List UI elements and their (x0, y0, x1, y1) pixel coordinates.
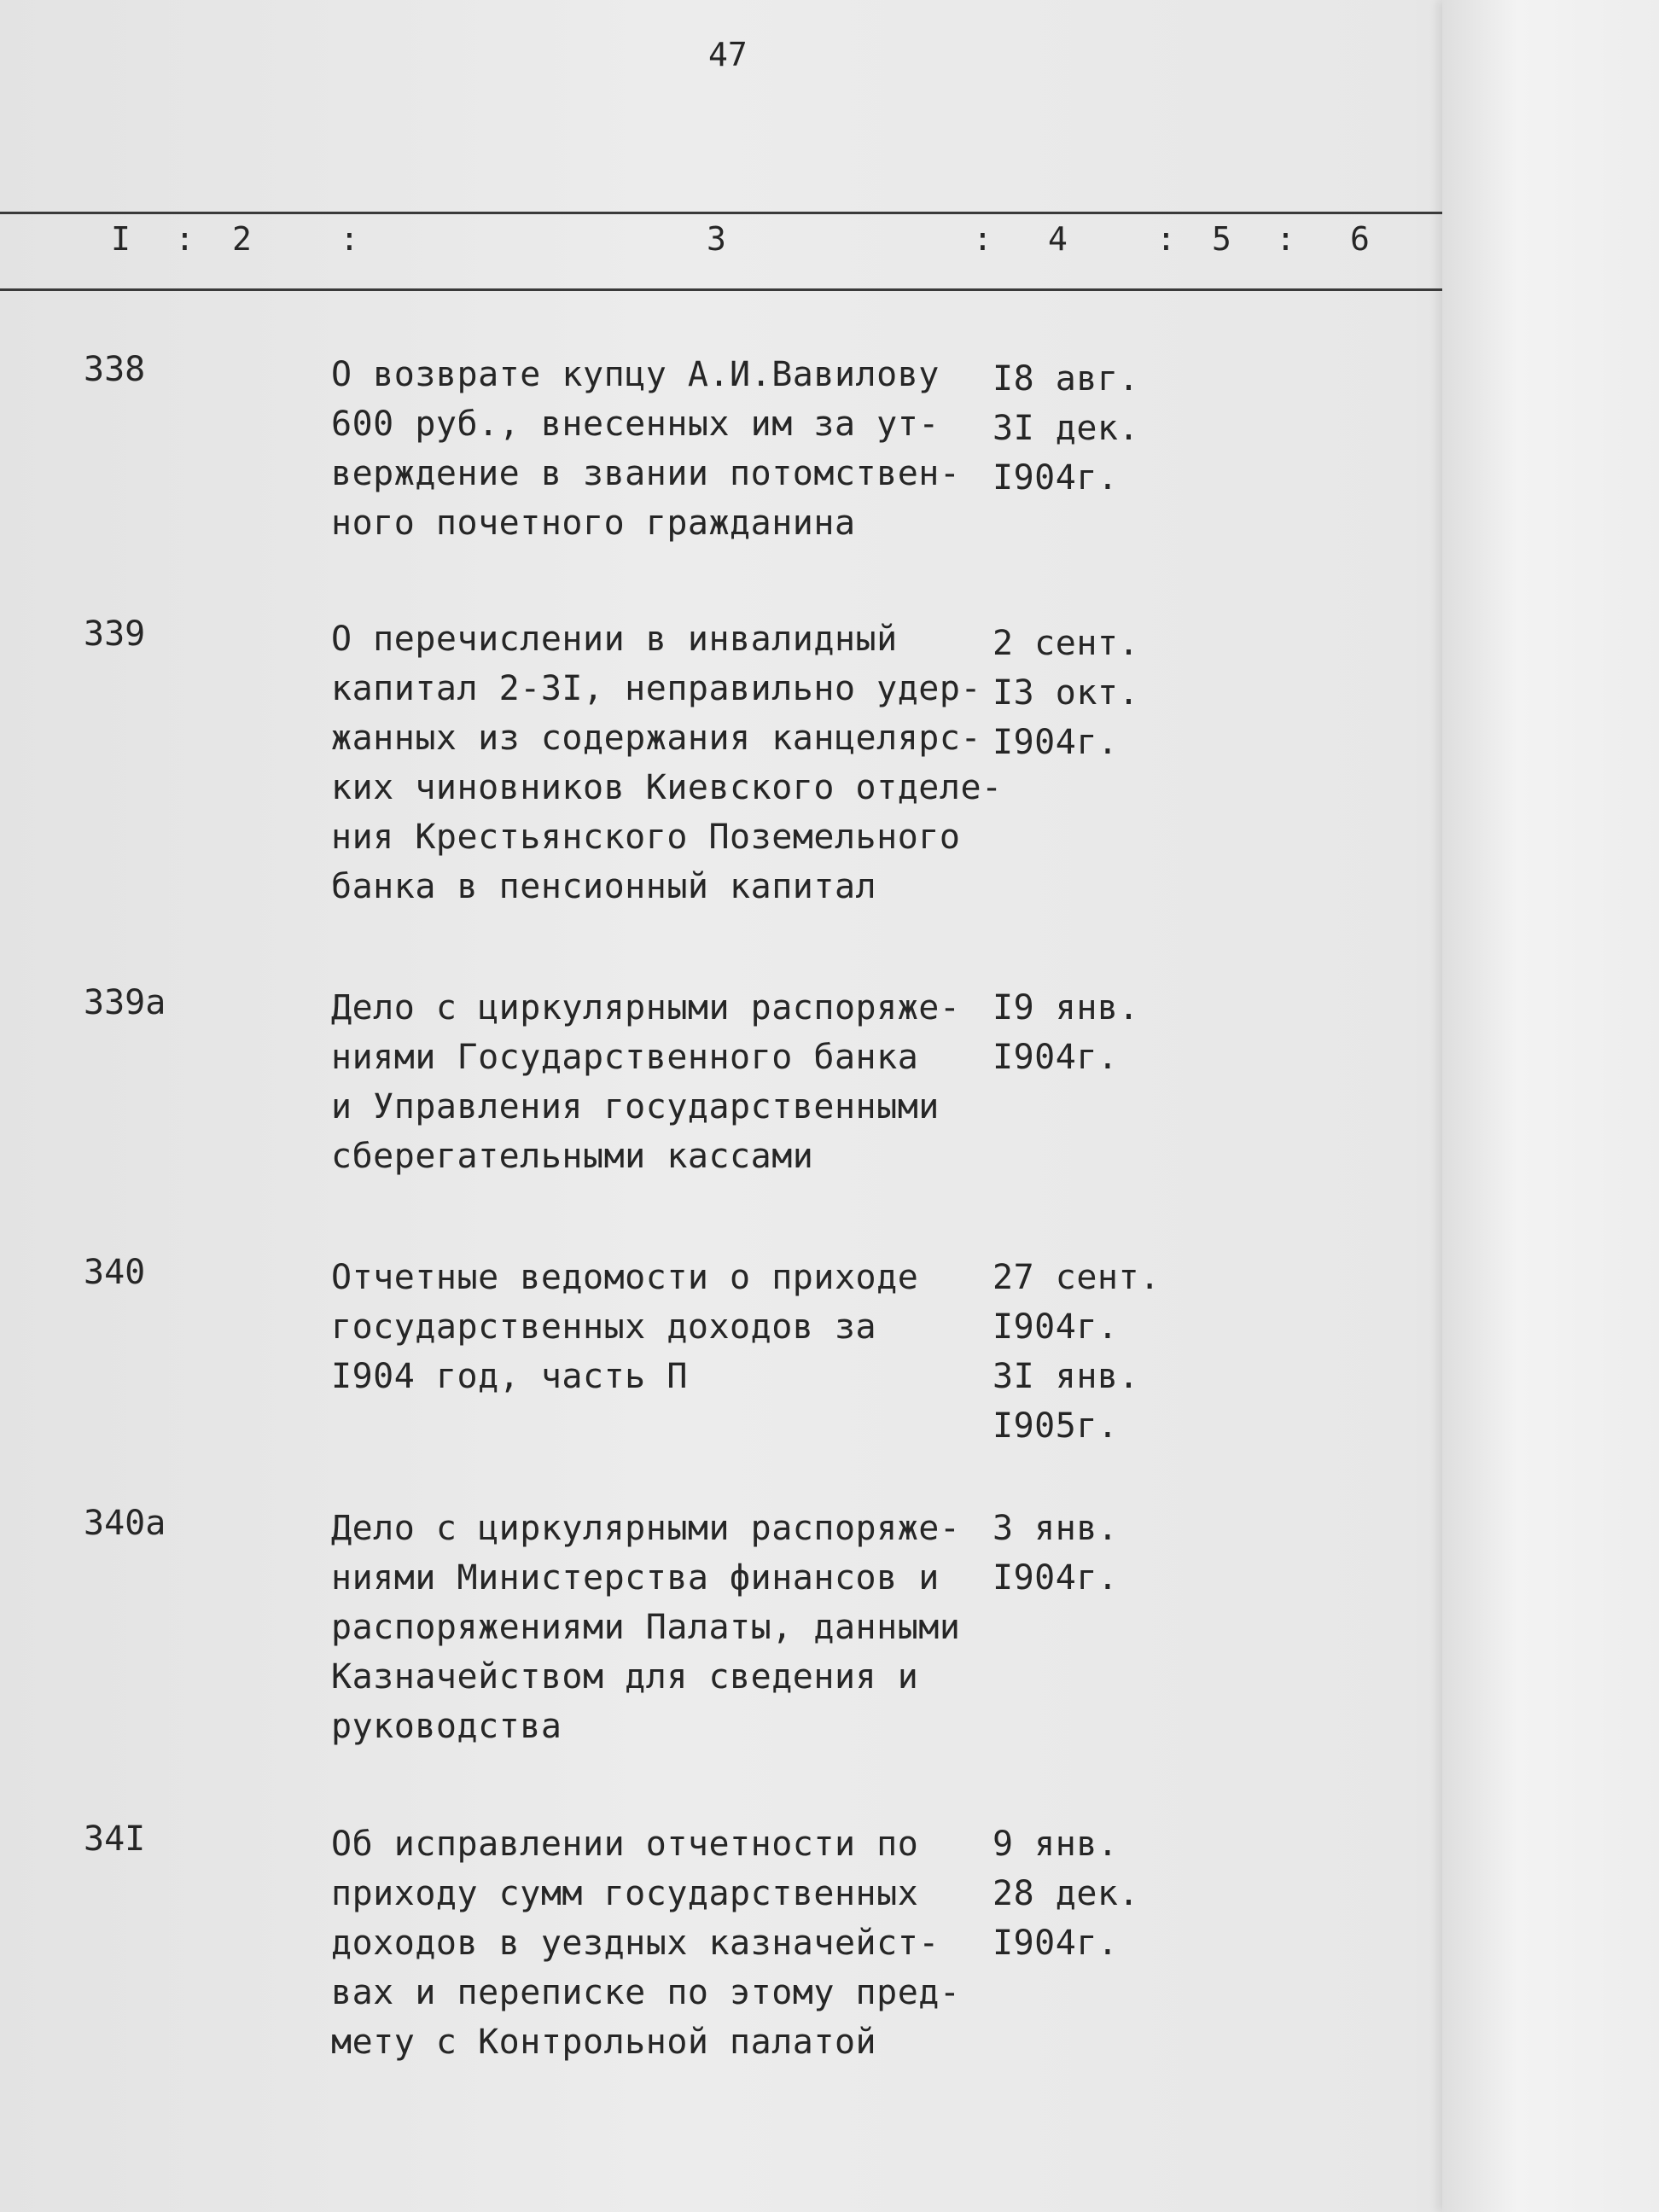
header-rule-top (0, 212, 1442, 214)
entry-date: I905г. (992, 1406, 1119, 1446)
header-rule-bottom (0, 288, 1442, 291)
column-header-2: 2 (232, 220, 252, 258)
entry-number: 339 (84, 614, 146, 654)
entry-title-line: вах и переписке по этому пред- (331, 1973, 961, 2012)
entry-number: 339а (84, 983, 166, 1022)
entry-date: I904г. (992, 723, 1119, 762)
entry-title-line: банка в пенсионный капитал (331, 867, 877, 906)
column-separator: : (1276, 220, 1295, 258)
column-header-5: 5 (1212, 220, 1231, 258)
entry-title-line: Об исправлении отчетности по (331, 1825, 919, 1864)
entry-title-line: распоряжениями Палаты, данными (331, 1608, 961, 1647)
column-separator: : (1156, 220, 1176, 258)
entry-title-line: верждение в звании потомствен- (331, 454, 961, 493)
column-separator: : (175, 220, 195, 258)
entry-title-line: I904 год, часть П (331, 1357, 688, 1396)
entry-title-line: приходу сумм государственных (331, 1874, 919, 1913)
column-header-4: 4 (1048, 220, 1068, 258)
entry-title (331, 350, 997, 548)
entry-title-line: и Управления государственными (331, 1087, 940, 1126)
entry-title-line: государственных доходов за (331, 1307, 877, 1347)
entry-title-line: ниями Министерства финансов и (331, 1558, 940, 1598)
entry-dates (992, 1819, 1139, 1968)
entry-dates (992, 983, 1139, 1082)
entry-title-line: руководства (331, 1707, 562, 1746)
column-separator: : (973, 220, 992, 258)
entry-date: I904г. (992, 1307, 1119, 1347)
entry-title (331, 614, 1003, 911)
entry-date: 3I янв. (992, 1357, 1140, 1396)
entry-title-line: Дело с циркулярными распоряже- (331, 1509, 961, 1548)
entry-date: 3 янв. (992, 1509, 1119, 1548)
entry-title (331, 983, 997, 1181)
entry-date: 3I дек. (992, 409, 1140, 448)
entry-title-line: Казначейством для сведения и (331, 1657, 919, 1697)
column-separator: : (340, 220, 359, 258)
entry-date: I904г. (992, 458, 1119, 498)
entry-title-line: О возврате купцу А.И.Вавилову (331, 355, 940, 394)
entry-number: 340 (84, 1253, 146, 1292)
entry-dates (992, 354, 1139, 503)
page-edge-shadow (1442, 0, 1659, 2212)
page-number: 47 (708, 36, 748, 73)
entry-dates (992, 1253, 1161, 1451)
entry-title-line: капитал 2-3I, неправильно удер- (331, 669, 982, 708)
entry-number: 338 (84, 350, 146, 389)
entry-number: 340а (84, 1504, 166, 1543)
entry-dates (992, 619, 1139, 767)
entry-title-line: Дело с циркулярными распоряже- (331, 988, 961, 1027)
entry-title-line: Отчетные ведомости о приходе (331, 1258, 919, 1297)
entry-date: 28 дек. (992, 1874, 1140, 1913)
entry-title-line: доходов в уездных казначейст- (331, 1924, 940, 1963)
entry-title-line: ного почетного гражданина (331, 504, 856, 543)
column-header-6: 6 (1350, 220, 1370, 258)
entry-title (331, 1253, 997, 1401)
entry-number: 34I (84, 1819, 146, 1859)
column-header-1: I (111, 220, 131, 258)
entry-date: 9 янв. (992, 1825, 1119, 1864)
entry-title-line: ния Крестьянского Поземельного (331, 818, 961, 857)
entry-title (331, 1819, 997, 2067)
entry-date: I904г. (992, 1038, 1119, 1077)
entry-dates (992, 1504, 1119, 1603)
entry-date: I3 окт. (992, 673, 1140, 713)
entry-title-line: жанных из содержания канцелярс- (331, 719, 982, 758)
entry-date: 2 сент. (992, 624, 1140, 663)
entry-title (331, 1504, 997, 1751)
entry-title-line: О перечислении в инвалидный (331, 620, 898, 659)
entry-date: I9 янв. (992, 988, 1140, 1027)
entry-date: 27 сент. (992, 1258, 1161, 1297)
entry-title-line: сберегательными кассами (331, 1137, 814, 1176)
entry-title-line: ниями Государственного банка (331, 1038, 919, 1077)
entry-title-line: 600 руб., внесенных им за ут- (331, 405, 940, 444)
entry-title-line: ких чиновников Киевского отделе- (331, 768, 1003, 807)
column-header-3: 3 (707, 220, 726, 258)
entry-date: I904г. (992, 1558, 1119, 1598)
entry-date: I8 авг. (992, 359, 1140, 399)
entry-title-line: мету с Контрольной палатой (331, 2023, 877, 2062)
entry-date: I904г. (992, 1924, 1119, 1963)
